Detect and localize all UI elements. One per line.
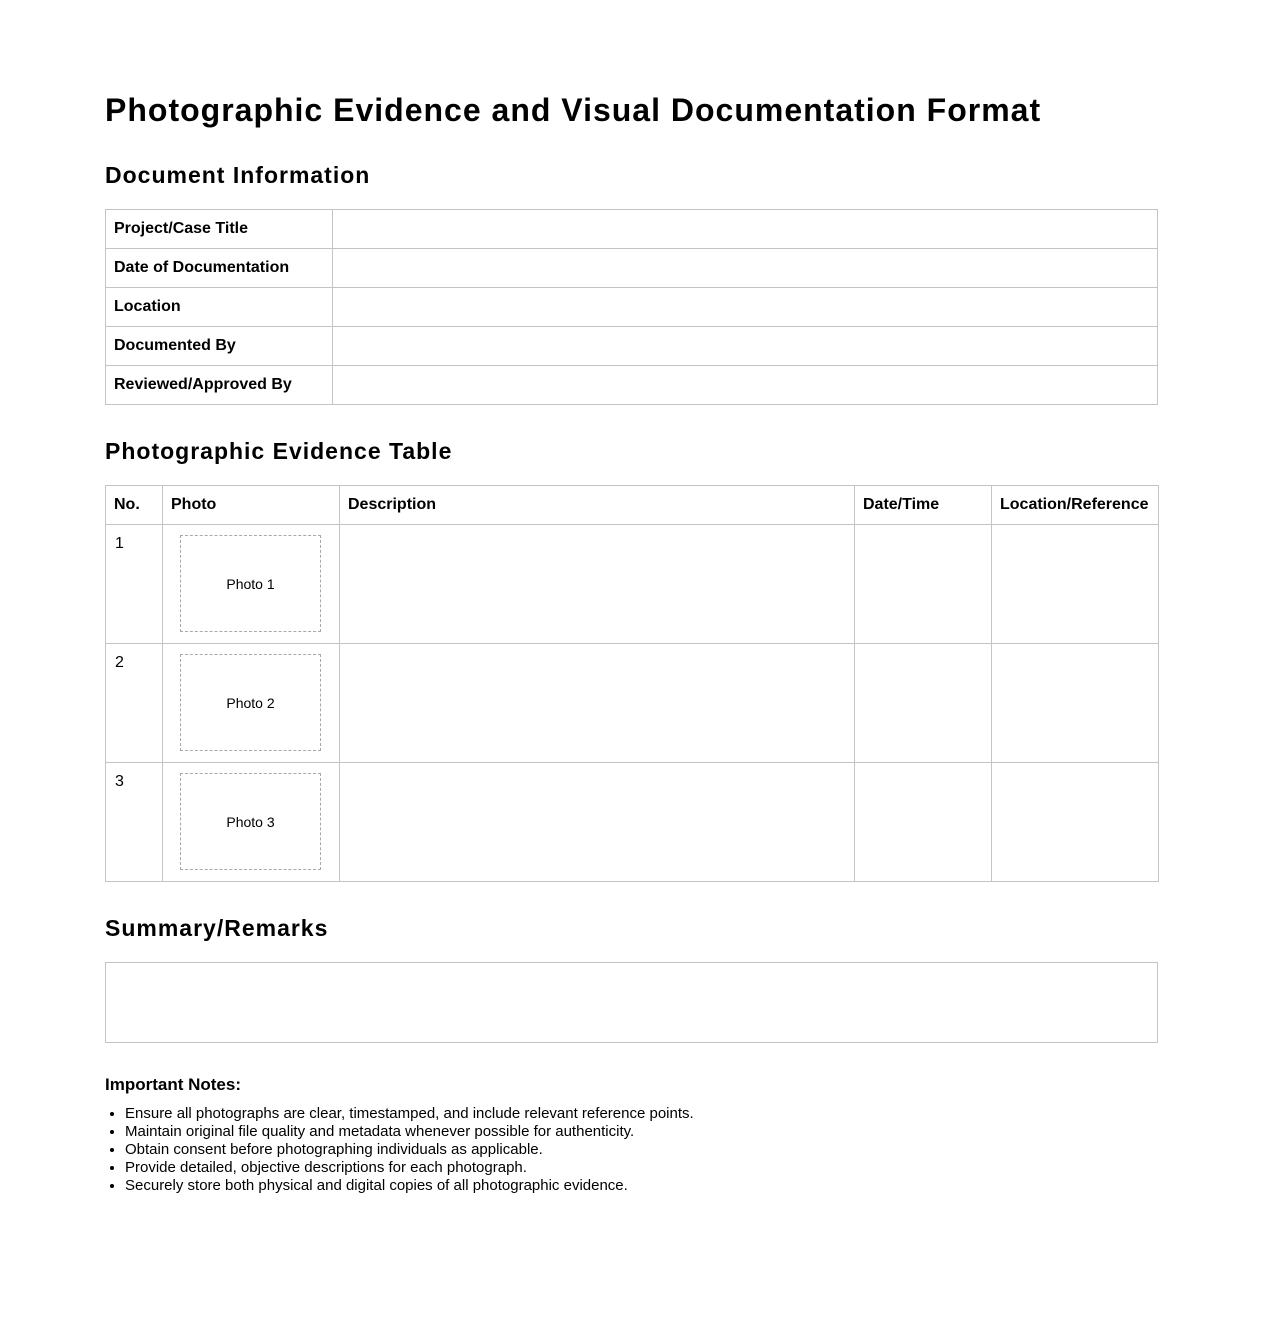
info-label: Project/Case Title — [106, 210, 333, 249]
description-cell[interactable] — [340, 644, 855, 763]
summary-remarks-field[interactable] — [105, 962, 1158, 1043]
column-header-no: No. — [106, 486, 163, 525]
datetime-cell[interactable] — [855, 763, 992, 882]
important-notes-heading: Important Notes: — [105, 1075, 241, 1094]
column-header-description: Description — [340, 486, 855, 525]
datetime-cell[interactable] — [855, 525, 992, 644]
info-row-documented-by — [106, 327, 1158, 366]
table-header-row — [106, 486, 1159, 525]
page-title: Photographic Evidence and Visual Documentation Format — [105, 92, 1042, 128]
location-field[interactable] — [333, 288, 1158, 327]
info-label: Location — [106, 288, 333, 327]
location-reference-cell[interactable] — [992, 644, 1159, 763]
column-header-photo: Photo — [163, 486, 340, 525]
row-number: 3 — [106, 763, 163, 882]
info-row-reviewed-by — [106, 366, 1158, 405]
list-item: • Securely store both physical and digital copies of all photographic evidence. — [125, 1177, 694, 1195]
list-item: • Maintain original file quality and metadata whenever possible for authenticity. — [125, 1123, 694, 1141]
info-row-date — [106, 249, 1158, 288]
list-item: • Obtain consent before photographing individuals as applicable. — [125, 1141, 694, 1159]
description-cell[interactable] — [340, 525, 855, 644]
table-row — [106, 525, 1159, 644]
photo-placeholder[interactable] — [180, 535, 321, 632]
info-label: Date of Documentation — [106, 249, 333, 288]
column-header-location: Location/Reference — [992, 486, 1159, 525]
evidence-table-heading: Photographic Evidence Table — [105, 438, 453, 464]
info-label: Documented By — [106, 327, 333, 366]
photographic-evidence-table — [105, 485, 1159, 882]
table-row — [106, 763, 1159, 882]
list-item: • Provide detailed, objective descriptions for each photograph. — [125, 1159, 694, 1177]
row-number: 1 — [106, 525, 163, 644]
important-notes-list — [105, 1105, 694, 1195]
photo-cell — [163, 763, 340, 882]
photo-placeholder-label: Photo 2 — [226, 694, 275, 711]
location-reference-cell[interactable] — [992, 525, 1159, 644]
photo-placeholder[interactable] — [180, 773, 321, 870]
photo-placeholder-label: Photo 3 — [226, 813, 275, 830]
info-row-project-title — [106, 210, 1158, 249]
documentation-date-field[interactable] — [333, 249, 1158, 288]
summary-remarks-heading: Summary/Remarks — [105, 915, 329, 941]
location-reference-cell[interactable] — [992, 763, 1159, 882]
document-information-table — [105, 209, 1158, 405]
photo-cell — [163, 525, 340, 644]
photo-cell — [163, 644, 340, 763]
description-cell[interactable] — [340, 763, 855, 882]
reviewed-by-field[interactable] — [333, 366, 1158, 405]
project-title-field[interactable] — [333, 210, 1158, 249]
table-row — [106, 644, 1159, 763]
row-number: 2 — [106, 644, 163, 763]
photo-placeholder[interactable] — [180, 654, 321, 751]
photo-placeholder-label: Photo 1 — [226, 575, 275, 592]
list-item: • Ensure all photographs are clear, timestamped, and include relevant reference points. — [125, 1105, 694, 1123]
info-label: Reviewed/Approved By — [106, 366, 333, 405]
info-row-location — [106, 288, 1158, 327]
datetime-cell[interactable] — [855, 644, 992, 763]
column-header-datetime: Date/Time — [855, 486, 992, 525]
documented-by-field[interactable] — [333, 327, 1158, 366]
document-information-heading: Document Information — [105, 162, 371, 188]
